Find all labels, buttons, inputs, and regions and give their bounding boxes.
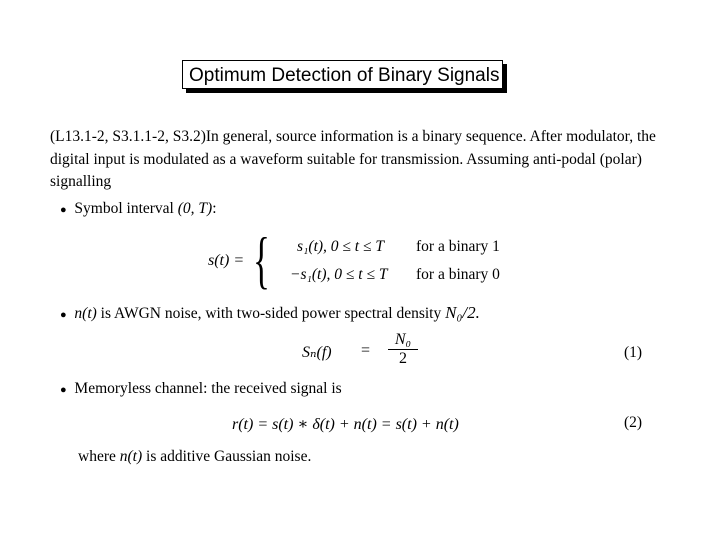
eq2-expr: r(t) = s(t) ∗ δ(t) + n(t) = s(t) + n(t) xyxy=(232,416,459,433)
memoryless-text: Memoryless channel: the received signal is xyxy=(74,380,342,397)
where-post: is additive Gaussian noise. xyxy=(146,448,312,465)
bullet-icon: ● xyxy=(60,384,67,396)
eq1-denominator: 2 xyxy=(399,350,407,367)
intro-paragraph xyxy=(50,126,660,194)
eq1-numerator: N₀ xyxy=(388,331,418,350)
eq2-number: (2) xyxy=(624,414,643,431)
bullet-icon: ● xyxy=(60,309,67,321)
bullet-label: Symbol interval xyxy=(74,200,174,217)
case2-condition: for a binary 0 xyxy=(416,266,500,283)
case2-expr: −s₁(t), 0 ≤ t ≤ T xyxy=(290,266,388,283)
intro-references: (L13.1-2, S3.1.1-2, S3.2) xyxy=(50,128,206,145)
left-brace-icon: { xyxy=(253,224,270,295)
page-title: Optimum Detection of Binary Signals xyxy=(182,60,503,89)
awgn-text: is AWGN noise, with two-sided power spectral density xyxy=(100,305,442,322)
where-pre: where xyxy=(78,448,116,465)
eq1-fraction xyxy=(388,331,418,368)
eq1-number: (1) xyxy=(624,344,643,361)
where-var: n(t) xyxy=(119,448,143,465)
bullet-icon: ● xyxy=(60,204,67,216)
where-line xyxy=(78,448,311,466)
bullet-memoryless xyxy=(60,380,342,398)
eq1-lhs: Sₙ(f) xyxy=(302,344,332,361)
bullet-awgn xyxy=(60,303,480,323)
psd-expr: N₀/2. xyxy=(445,303,480,322)
intro-text: In general, source information is a binary sequence. After modulator, the digital input is modulated as a waveform suitable for transmission. Assuming anti-podal (polar) signalling xyxy=(50,128,656,190)
bullet-colon: : xyxy=(212,200,217,217)
case1-condition: for a binary 1 xyxy=(416,238,500,255)
case1-expr: s₁(t), 0 ≤ t ≤ T xyxy=(297,238,384,255)
bullet-symbol-interval xyxy=(60,200,217,218)
signal-lhs: s(t) = xyxy=(208,252,245,269)
interval-expr: (0, T) xyxy=(177,200,213,217)
eq1-equals: = xyxy=(361,342,371,359)
noise-var: n(t) xyxy=(74,305,97,322)
